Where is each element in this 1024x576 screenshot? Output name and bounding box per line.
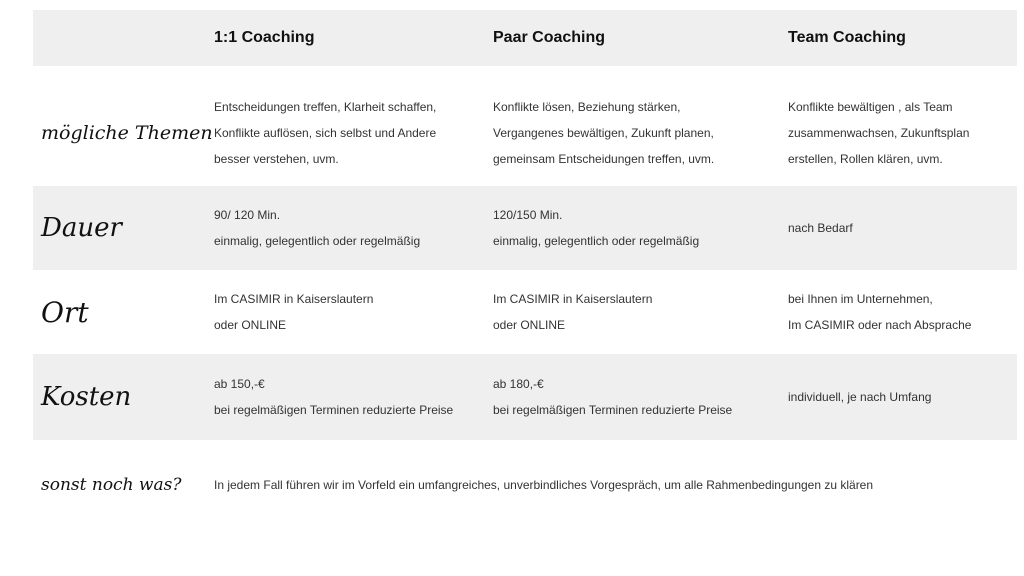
ort-paar-cell (493, 270, 778, 354)
label-kosten: Kosten (41, 382, 132, 412)
text-line: individuell, je nach Umfang (788, 390, 932, 404)
text-line: ab 150,-€ (214, 377, 265, 391)
text-line: oder ONLINE (493, 318, 566, 332)
label-sonst-noch-was: sonst noch was? (41, 475, 182, 495)
text-line: 120/150 Min. (493, 208, 563, 222)
kosten-1-1-cell (214, 354, 484, 440)
text-line: Im CASIMIR in Kaiserslautern (493, 292, 653, 306)
row-dauer (33, 186, 1017, 270)
label-ort: Ort (41, 295, 89, 329)
text-line: einmalig, gelegentlich oder regelmäßig (214, 234, 421, 248)
text-line: gemeinsam Entscheidungen treffen, uvm. (493, 152, 715, 166)
coaching-comparison-table (33, 10, 1017, 530)
header-cell-2 (493, 10, 778, 66)
header-cell-3 (788, 10, 1017, 66)
kosten-paar-cell (493, 354, 778, 440)
row-sonst-noch-was (33, 440, 1017, 530)
text-line: einmalig, gelegentlich oder regelmäßig (493, 234, 700, 248)
sonst-noch-was-cell (214, 440, 1004, 530)
text-line: zusammenwachsen, Zukunftsplan (788, 126, 970, 140)
text-line: Vergangenes bewältigen, Zukunft planen, (493, 126, 714, 140)
row-kosten (33, 354, 1017, 440)
themen-1-1-cell (214, 80, 484, 186)
label-moegliche-themen: mögliche Themen (41, 122, 213, 144)
row-themen (33, 80, 1017, 186)
ort-team-cell (788, 270, 1017, 354)
header-row (33, 10, 1017, 66)
row-ort (33, 270, 1017, 354)
text-line: Konflikte bewältigen , als Team (788, 100, 953, 114)
dauer-team-cell (788, 186, 1017, 270)
text-line: bei regelmäßigen Terminen reduzierte Preise (493, 403, 733, 417)
kosten-team-cell (788, 354, 1017, 440)
label-dauer: Dauer (41, 213, 122, 243)
text-line: bei regelmäßigen Terminen reduzierte Preise (214, 403, 454, 417)
text-line: erstellen, Rollen klären, uvm. (788, 152, 943, 166)
text-line: Im CASIMIR in Kaiserslautern (214, 292, 374, 306)
text-line: ab 180,-€ (493, 377, 544, 391)
text-line: Entscheidungen treffen, Klarheit schaffen, (214, 100, 437, 114)
header-1-1-coaching: 1:1 Coaching (214, 29, 315, 46)
themen-team-cell (788, 80, 1017, 186)
header-cell-1 (214, 10, 484, 66)
themen-paar-cell (493, 80, 778, 186)
text-line: nach Bedarf (788, 221, 853, 235)
text-line: Konflikte auflösen, sich selbst und Andere (214, 126, 437, 140)
text-line: 90/ 120 Min. (214, 208, 281, 222)
text-line: Konflikte lösen, Beziehung stärken, (493, 100, 681, 114)
dauer-1-1-cell (214, 186, 484, 270)
text-line: besser verstehen, uvm. (214, 152, 339, 166)
header-paar-coaching: Paar Coaching (493, 29, 606, 46)
text-line: Im CASIMIR oder nach Absprache (788, 318, 972, 332)
header-team-coaching: Team Coaching (788, 29, 906, 46)
dauer-paar-cell (493, 186, 778, 270)
text-line: oder ONLINE (214, 318, 287, 332)
ort-1-1-cell (214, 270, 484, 354)
text-line: In jedem Fall führen wir im Vorfeld ein umfangreiches, unverbindliches Vorgespräch, um alle Rahmenbedingungen zu klären (214, 478, 874, 492)
text-line: bei Ihnen im Unternehmen, (788, 292, 933, 306)
